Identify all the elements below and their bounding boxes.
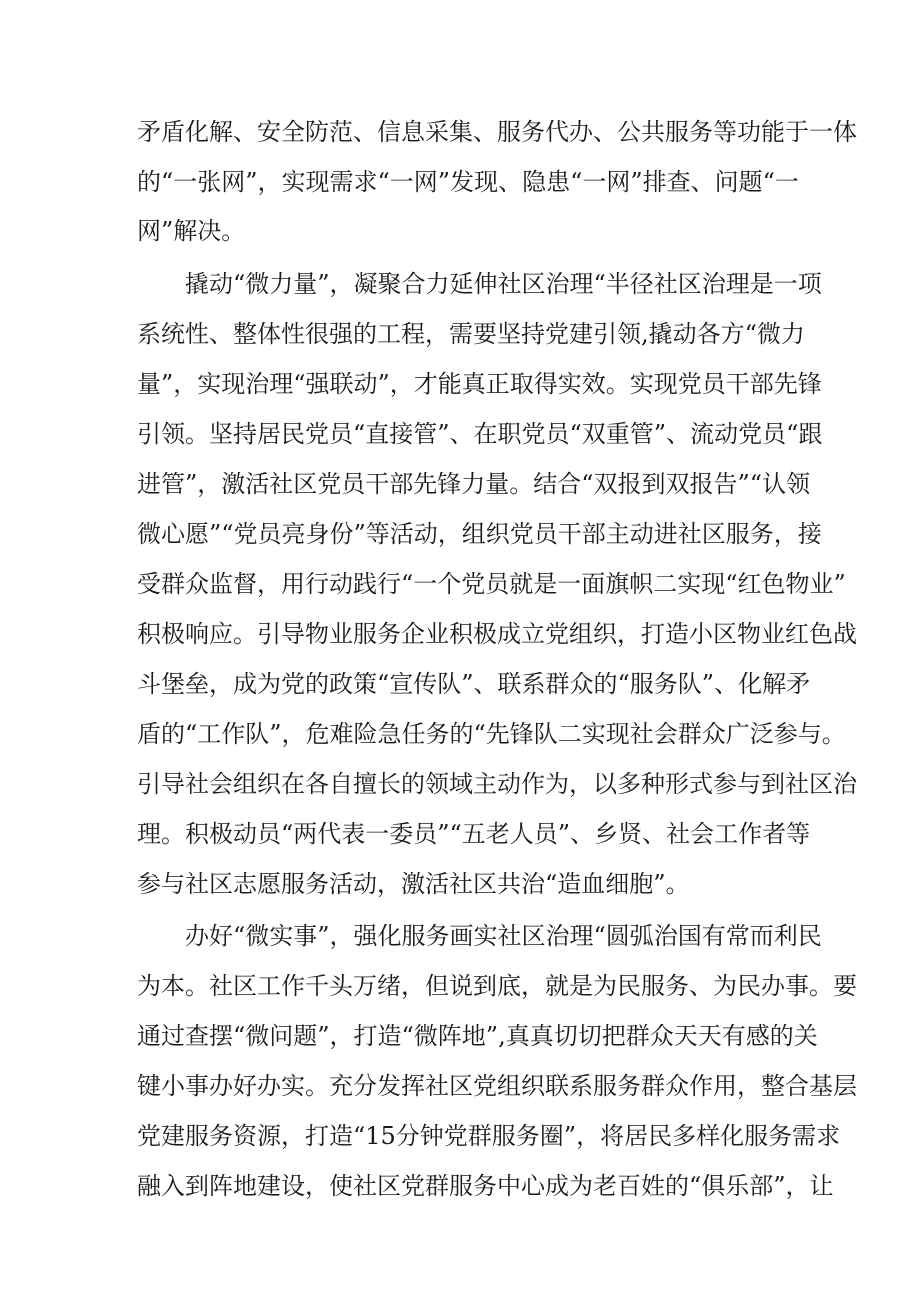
text-line: 理。积极动员“两代表一委员”“五老人员”、乡贤、社会工作者等 bbox=[137, 820, 811, 848]
text-line: 为本。社区工作千头万绪，但说到底，就是为民服务、为民办事。要 bbox=[137, 972, 857, 1000]
text-line: 通过查摆“微问题”，打造“微阵地”,真真切切把群众天天有感的关 bbox=[137, 1022, 818, 1050]
text-line: 办好“微实事”，强化服务画实社区治理“圆弧治国有常而利民 bbox=[185, 922, 822, 950]
text-line: 的“一张网”，实现需求“一网”发现、隐患“一网”排查、问题“一 bbox=[137, 168, 799, 196]
text-line: 网”解决。 bbox=[137, 217, 246, 245]
text-line: 引导社会组织在各自擅长的领域主动作为，以多种形式参与到社区治 bbox=[137, 770, 857, 798]
text-line: 积极响应。引导物业服务企业积极成立党组织，打造小区物业红色战 bbox=[137, 620, 857, 648]
text-line: 党建服务资源，打造“15分钟党群服务圈”，将居民多样化服务需求 bbox=[137, 1122, 841, 1150]
text-line: 斗堡垒，成为党的政策“宣传队”、联系群众的“服务队”、化解矛 bbox=[137, 670, 811, 698]
text-line: 微心愿”“党员亮身份”等活动，组织党员干部主动进社区服务，接 bbox=[137, 520, 822, 548]
text-line: 进管”，激活社区党员干部先锋力量。结合“双报到双报告”“认领 bbox=[137, 470, 811, 498]
text-line: 矛盾化解、安全防范、信息采集、服务代办、公共服务等功能于一体 bbox=[137, 118, 857, 146]
text-line: 融入到阵地建设，使社区党群服务中心成为老百姓的“俱乐部”，让 bbox=[137, 1172, 834, 1200]
text-line: 引领。坚持居民党员“直接管”、在职党员“双重管”、流动党员“跟 bbox=[137, 420, 823, 448]
text-line: 键小事办好办实。充分发挥社区党组织联系服务群众作用，整合基层 bbox=[137, 1072, 857, 1100]
text-line: 系统性、整体性很强的工程，需要坚持党建引领,撬动各方“微力 bbox=[137, 320, 805, 348]
text-line: 盾的“工作队”，危难险急任务的“先锋队二实现社会群众广泛参与。 bbox=[137, 720, 846, 748]
text-line: 量”，实现治理“强联动”，才能真正取得实效。实现党员干部先锋 bbox=[137, 370, 822, 398]
text-line: 撬动“微力量”，凝聚合力延伸社区治理“半径社区治理是一项 bbox=[185, 270, 822, 298]
text-line: 参与社区志愿服务活动，激活社区共治“造血细胞”。 bbox=[137, 870, 690, 898]
text-line: 受群众监督，用行动践行“一个党员就是一面旗帜二实现“红色物业” bbox=[137, 570, 846, 598]
